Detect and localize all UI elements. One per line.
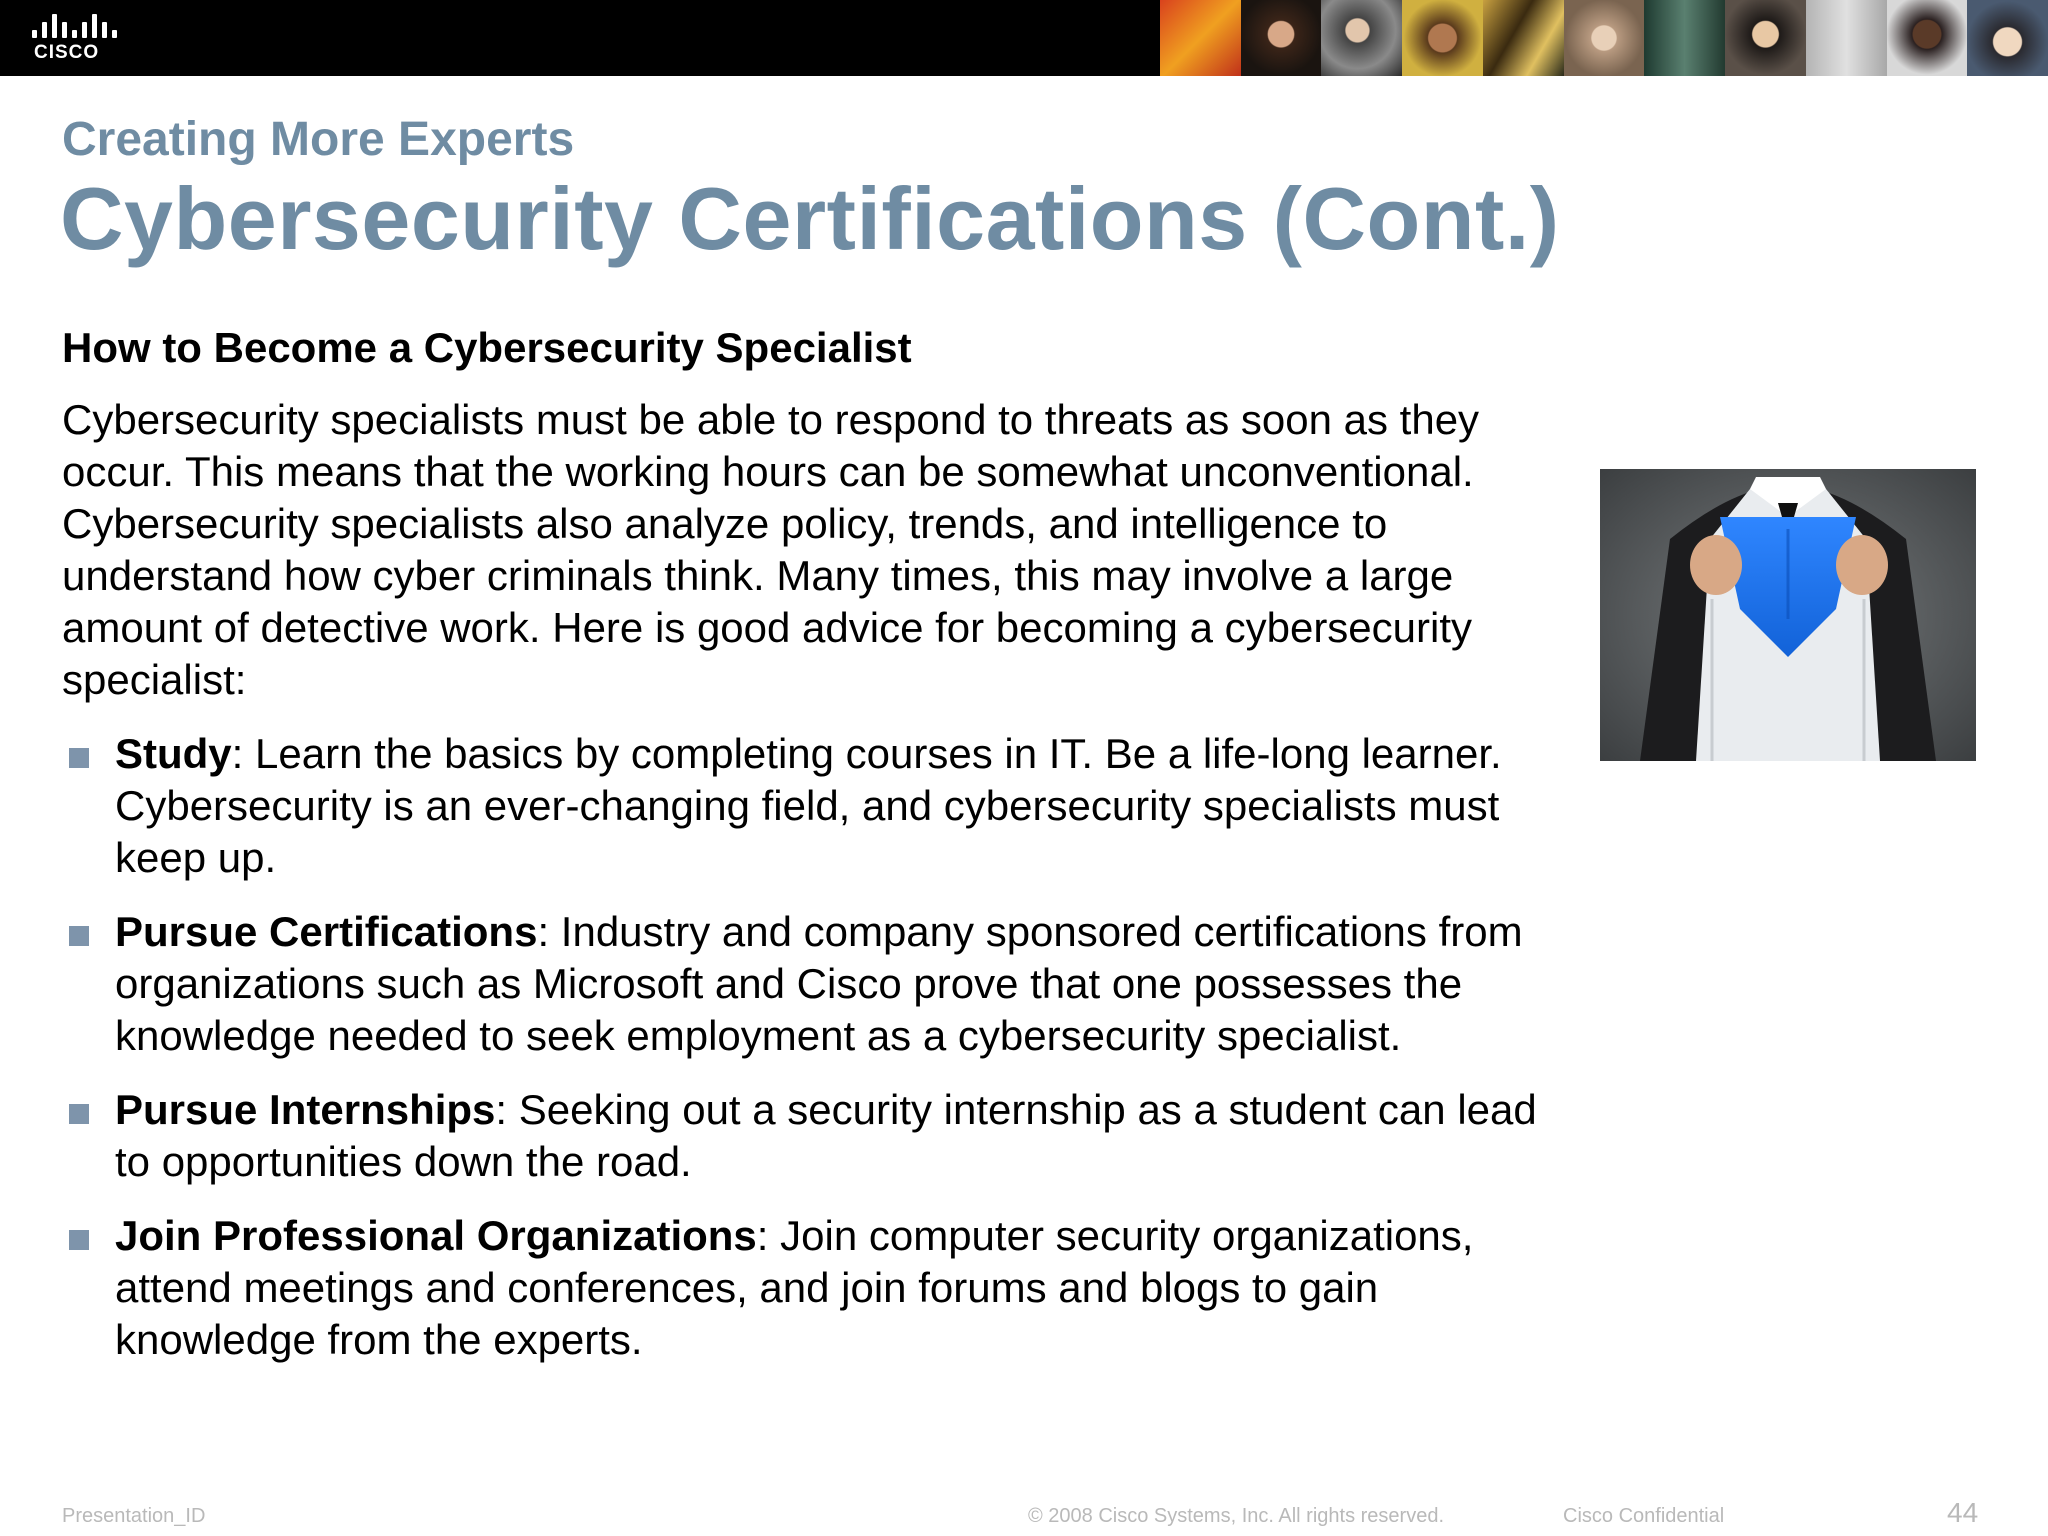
advice-item-study [62, 728, 1562, 884]
copyright-text: © 2008 Cisco Systems, Inc. All rights reserved. [1028, 1505, 1445, 1527]
photo-tile [1725, 0, 1806, 76]
bullet-square-icon [69, 926, 89, 946]
bullet-square-icon [69, 1104, 89, 1124]
photo-tile [1967, 0, 2048, 76]
cisco-bars-icon [32, 14, 116, 38]
bullet-square-icon [69, 748, 89, 768]
advice-term: Join Professional Organizations [115, 1212, 757, 1259]
advice-term: Pursue Certifications [115, 908, 538, 955]
confidential-label: Cisco Confidential [1563, 1505, 1725, 1527]
cisco-logo [32, 14, 122, 64]
superhero-businessman-photo [1600, 469, 1976, 761]
advice-term: Study [115, 730, 232, 777]
advice-term: Pursue Internships [115, 1086, 496, 1133]
people-photo-strip [1160, 0, 2048, 76]
cisco-wordmark: CISCO [34, 42, 100, 63]
advice-text: : Industry and company sponsored certifications from organizations such as Microsoft and Cisco prove that one possesses the knowledge needed to seek employment as a cybersecurity specialist. [115, 908, 1523, 1059]
advice-item-organizations [62, 1210, 1562, 1366]
photo-tile [1564, 0, 1645, 76]
advice-list [62, 728, 1562, 1366]
header-bar [0, 0, 2048, 76]
photo-tile [1483, 0, 1564, 76]
slide-title: Cybersecurity Certifications (Cont.) [60, 169, 1560, 268]
advice-item-certifications [62, 906, 1562, 1062]
photo-tile [1644, 0, 1725, 76]
photo-tile [1806, 0, 1887, 76]
slide-subtitle: Creating More Experts [62, 113, 575, 166]
advice-item-internships [62, 1084, 1562, 1188]
photo-tile [1887, 0, 1968, 76]
advice-text: : Learn the basics by completing courses in IT. Be a life-long learner. Cybersecurity is an ever-changing field, and cybersecurity specialists must keep up. [115, 730, 1502, 881]
advice-text: : Seeking out a security internship as a student can lead to opportunities down the road. [115, 1086, 1537, 1185]
photo-tile [1160, 0, 1241, 76]
photo-tile [1402, 0, 1483, 76]
page-number: 44 [1947, 1497, 1979, 1528]
bullet-square-icon [69, 1230, 89, 1250]
presentation-id: Presentation_ID [62, 1505, 206, 1527]
photo-tile [1321, 0, 1402, 76]
intro-paragraph: Cybersecurity specialists must be able to respond to threats as soon as they occur. This means that the working hours can be somewhat unconventional. Cybersecurity specialists also analyze policy, trends, and intelligence to understand how cyber criminals think. Many times, this may involve a large amount of detective work. Here is good advice for becoming a cybersecurity specialist: [62, 396, 1480, 703]
photo-tile [1241, 0, 1322, 76]
slide-body [62, 322, 1562, 1388]
section-heading: How to Become a Cybersecurity Specialist [62, 324, 912, 371]
advice-text: : Join computer security organizations, attend meetings and conferences, and join forums and blogs to gain knowledge from the experts. [115, 1212, 1474, 1363]
